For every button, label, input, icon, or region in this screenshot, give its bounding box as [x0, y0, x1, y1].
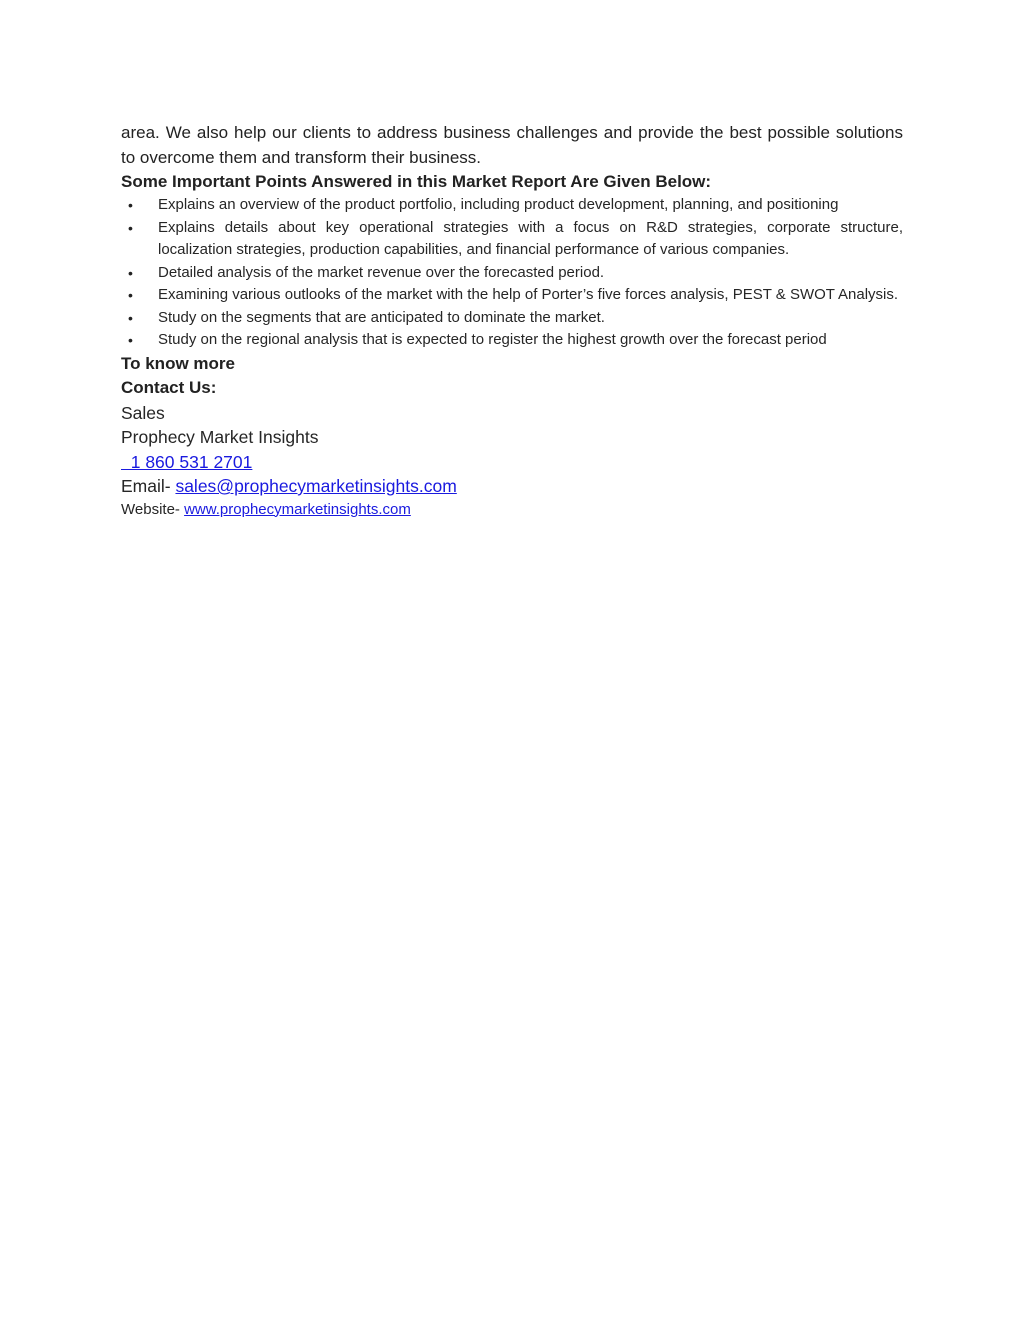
- list-item: [121, 307, 903, 330]
- bullet-icon: •: [128, 309, 133, 326]
- bullet-icon: •: [128, 264, 133, 281]
- website-line: [121, 499, 903, 521]
- email-label: Email-: [121, 476, 176, 496]
- list-item: [121, 284, 903, 307]
- list-item: [121, 194, 903, 217]
- list-item: [121, 262, 903, 285]
- website-label: Website-: [121, 500, 185, 518]
- phone-line: [121, 450, 903, 475]
- intro-paragraph: area. We also help our clients to address business challenges and provide the best possible solutions to overcome them and transform their business.: [121, 123, 903, 167]
- point-text: Detailed analysis of the market revenue over the forecasted period.: [158, 263, 605, 281]
- point-text: Study on the segments that are anticipated to dominate the market.: [158, 308, 605, 326]
- contact-us-heading: Contact Us:: [121, 378, 217, 397]
- point-text: Study on the regional analysis that is expected to register the highest growth over the forecast period: [158, 331, 827, 348]
- bullet-icon: •: [128, 287, 133, 303]
- know-more-heading: To know more: [121, 353, 235, 373]
- email-line: [121, 474, 903, 499]
- bullet-icon: •: [128, 197, 133, 213]
- bullet-icon: •: [128, 219, 133, 236]
- bullet-icon: •: [128, 332, 133, 348]
- point-text: Explains an overview of the product portfolio, including product development, planning, and positioning: [158, 196, 839, 213]
- website-link[interactable]: www.prophecymarketinsights.com: [184, 500, 411, 518]
- list-item: [121, 217, 903, 262]
- points-list: [121, 194, 903, 352]
- points-heading: Some Important Points Answered in this Market Report Are Given Below:: [121, 172, 712, 191]
- contact-company: Prophecy Market Insights: [121, 427, 319, 447]
- email-link[interactable]: sales@prophecymarketinsights.com: [175, 476, 457, 496]
- point-text: Examining various outlooks of the market with the help of Porter’s five forces analysis, PEST & SWOT Analysis.: [158, 286, 899, 303]
- list-item: [121, 329, 903, 352]
- phone-link[interactable]: 1 860 531 2701: [121, 451, 253, 472]
- document-page: [121, 121, 903, 521]
- point-text: Explains details about key operational strategies with a focus on R&D strategies, corporate structure, localization strategies, production capabilities, and financial performance of various companies.: [158, 218, 903, 258]
- contact-department: Sales: [121, 402, 165, 423]
